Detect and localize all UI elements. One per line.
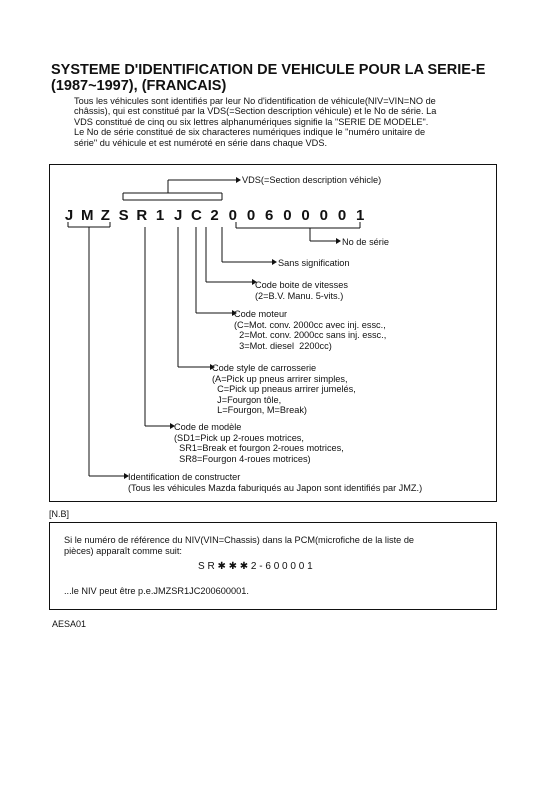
serial-label: No de série (342, 237, 389, 247)
vin-character: 0 (301, 207, 310, 224)
vin-character: Z (100, 207, 110, 224)
note-result: ...le NIV peut être p.e.JMZSR1JC200600001. (64, 586, 249, 596)
vin-character: 0 (319, 207, 328, 224)
vin-character: J (174, 207, 183, 224)
page-title: SYSTEME D'IDENTIFICATION DE VEHICULE POUR LA SERIE-E (1987~1997), (FRANCAIS) (51, 62, 486, 94)
intro-line: Le No de série constitué de six characteres numériques indique le "numéro unitaire de (74, 127, 426, 138)
vin-character: C (190, 207, 202, 224)
note-line: pièces) apparaît comme suit: (64, 546, 182, 556)
intro-line: Tous les véhicules sont identifiés par leur No d'identification de véhicule(NIV=VIN=NO de (74, 96, 436, 106)
note-line: Si le numéro de référence du NIV(VIN=Chassis) dans la PCM(microfiche de la liste de (64, 535, 415, 545)
vin-character: 6 (265, 207, 274, 224)
engine-code-label: Code moteur (C=Mot. conv. 2000cc avec inj. essc., 2=Mot. conv. 2000cc sans inj. essc., 3=Mot. diesel 2200cc) (234, 309, 387, 351)
vds-label: VDS(=Section description véhicle) (242, 175, 382, 185)
vin-character: 1 (155, 207, 165, 224)
intro-line: VDS constitué de cinq ou six lettres alphanumériques signifie la "SERIE DE MODELE". (74, 116, 429, 127)
vin-character: 0 (246, 207, 256, 224)
sans-signification-label: Sans signification (278, 258, 350, 268)
vin-character: 0 (283, 207, 292, 224)
vin-character: 0 (228, 207, 237, 224)
nb-label: [N.B] (49, 509, 70, 519)
vin-character: M (80, 207, 94, 224)
vin-character: 2 (210, 207, 219, 224)
document-code: AESA01 (52, 619, 87, 629)
gearbox-code-label: Code boite de vitesses (2=B.V. Manu. 5-vits.) (255, 280, 348, 301)
vin-character: R (136, 207, 148, 224)
vin-character: J (64, 207, 74, 224)
vin-character: 0 (337, 207, 347, 224)
body-style-label: Code style de carrosserie (A=Pick up pneus arrirer simples, C=Pick up pneaus arrirer jumelés, J=Fourgon tôle, L=Fourgon, M=Break) (212, 363, 356, 416)
note-box (49, 522, 497, 610)
maker-id-label: Identification de constructer (Tous les véhicules Mazda faburiqués au Japon sont identifiés par JMZ.) (128, 472, 423, 493)
vin-character: S (118, 207, 129, 224)
intro-line: série" du véhicule et est numéroté en série dans chaque VDS. (74, 137, 328, 148)
intro-line: châssis), qui est constitué par la VDS(=Section description véhicule) et le No de série. La (74, 106, 437, 117)
vin-character: 1 (356, 207, 365, 224)
pcm-example-code: S R ✱ ✱ ✱ 2 - 6 0 0 0 0 1 (198, 561, 313, 572)
model-code-label: Code de modèle (SD1=Pick up 2-roues motrices, SR1=Break et fourgon 2-roues motrices, SR8=Fourgon 4-roues motrices) (174, 422, 344, 464)
